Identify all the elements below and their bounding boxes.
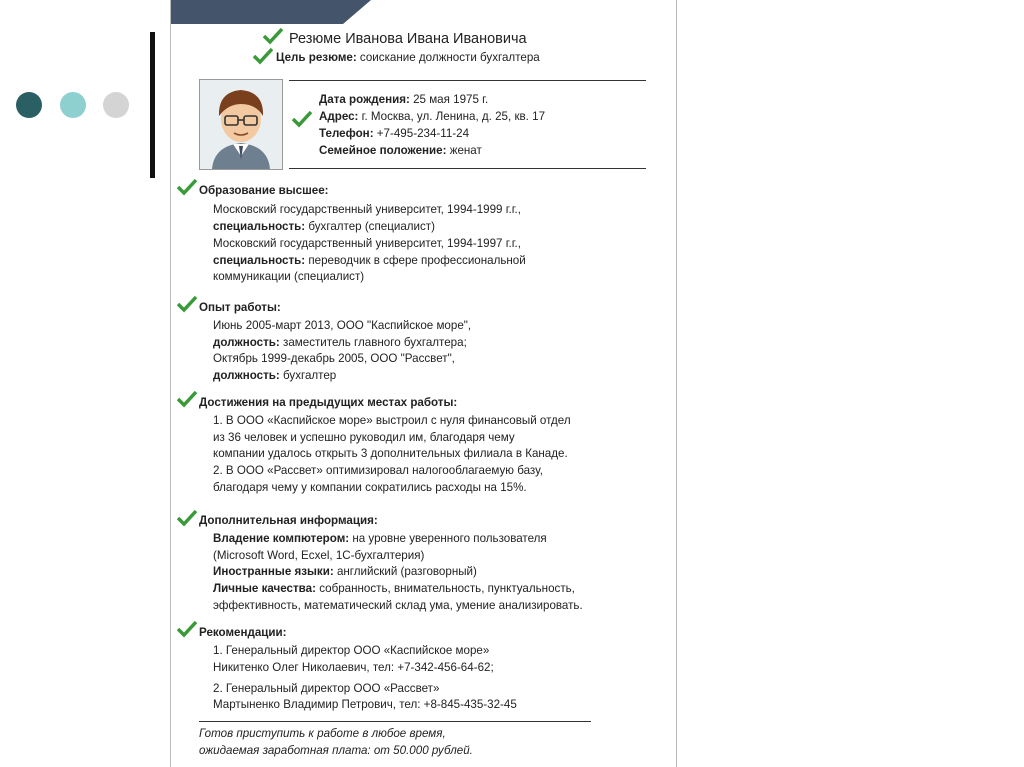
experience-line: Июнь 2005-март 2013, ООО "Каспийское море", [213, 319, 472, 332]
avatar-cartoon-icon [200, 80, 282, 169]
resume-goal [276, 51, 540, 65]
section-heading-recommendations: Рекомендации: [199, 626, 287, 639]
education-line: коммуникации (специалист) [213, 270, 365, 283]
checkmark-icon [253, 47, 273, 65]
personal-birth [319, 93, 488, 107]
divider-top [289, 80, 646, 81]
footer-line: Готов приступить к работе в любое время, [199, 727, 446, 740]
checkmark-icon [177, 178, 197, 196]
section-heading-experience: Опыт работы: [199, 301, 281, 314]
personal-marital [319, 144, 482, 158]
checkmark-icon [177, 620, 197, 638]
slide-vertical-bar [150, 32, 155, 178]
value: 25 мая 1975 г. [409, 93, 489, 106]
goal-value: соискание должности бухгалтера [356, 51, 540, 64]
section-heading-education: Образование высшее: [199, 184, 329, 197]
label: специальность: [213, 254, 306, 267]
header-band [171, 0, 371, 24]
value: бухгалтер (специалист) [305, 220, 435, 233]
recommendation-line: 1. Генеральный директор ООО «Каспийское море» [213, 644, 490, 657]
education-line: Московский государственный университет, 1994-1999 г.г., [213, 203, 522, 216]
personal-phone [319, 127, 469, 141]
divider-personal [289, 168, 646, 169]
divider-footer [199, 721, 591, 722]
value: +7-495-234-11-24 [373, 127, 470, 140]
value: на уровне уверенного пользователя [349, 532, 547, 545]
experience-line [213, 369, 336, 383]
label: Владение компютером: [213, 532, 350, 545]
achievement-line: 1. В ООО «Каспийское море» выстроил с нуля финансовый отдел [213, 414, 571, 427]
label: должность: [213, 336, 280, 349]
checkmark-icon [177, 509, 197, 527]
experience-line: Октябрь 1999-декабрь 2005, ООО "Рассвет", [213, 352, 455, 365]
additional-line: (Microsoft Word, Ecxel, 1С-бухгалтерия) [213, 549, 425, 562]
resume-title: Резюме Иванова Ивана Ивановича [289, 31, 527, 47]
education-line [213, 254, 526, 268]
checkmark-icon [177, 295, 197, 313]
value: женат [446, 144, 482, 157]
achievement-line: компании удалось открыть 3 дополнительных филиала в Канаде. [213, 447, 568, 460]
recommendation-line: Мартыненко Владимир Петрович, тел: +8-845-435-32-45 [213, 698, 517, 711]
checkmark-icon [177, 390, 197, 408]
label: Семейное положение: [319, 144, 447, 157]
resume-page [170, 0, 677, 767]
recommendation-line: Никитенко Олег Николаевич, тел: +7-342-456-64-62; [213, 661, 494, 674]
experience-line [213, 336, 467, 350]
education-line: Московский государственный университет, 1994-1997 г.г., [213, 237, 522, 250]
value: бухгалтер [279, 369, 337, 382]
label: Дата рождения: [319, 93, 410, 106]
additional-line [213, 582, 575, 596]
additional-line [213, 565, 477, 579]
section-heading-additional: Дополнительная информация: [199, 514, 378, 527]
avatar [199, 79, 283, 170]
dot-gray [103, 92, 129, 118]
label: специальность: [213, 220, 306, 233]
value: переводчик в сфере профессиональной [305, 254, 526, 267]
checkmark-icon [263, 27, 283, 45]
goal-label: Цель резюме: [276, 51, 357, 64]
achievement-line: 2. В ООО «Рассвет» оптимизировал налогооблагаемую базу, [213, 464, 543, 477]
label: Иностранные языки: [213, 565, 334, 578]
label: Личные качества: [213, 582, 316, 595]
label: Телефон: [319, 127, 374, 140]
dot-dark [16, 92, 42, 118]
education-line [213, 220, 435, 234]
section-heading-achievements: Достижения на предыдущих местах работы: [199, 396, 458, 409]
footer-line: ожидаемая заработная плата: от 50.000 рублей. [199, 744, 473, 757]
label: Адрес: [319, 110, 359, 123]
additional-line: эффективность, математический склад ума, умение анализировать. [213, 599, 583, 612]
checkmark-icon [292, 110, 312, 128]
value: заместитель главного бухгалтера; [279, 336, 467, 349]
additional-line [213, 532, 547, 546]
dot-teal [60, 92, 86, 118]
value: г. Москва, ул. Ленина, д. 25, кв. 17 [358, 110, 546, 123]
achievement-line: из 36 человек и успешно руководил им, благодаря чему [213, 431, 515, 444]
value: собранность, внимательность, пунктуальность, [315, 582, 575, 595]
label: должность: [213, 369, 280, 382]
value: английский (разговорный) [333, 565, 477, 578]
personal-address [319, 110, 545, 124]
recommendation-line: 2. Генеральный директор ООО «Рассвет» [213, 682, 440, 695]
achievement-line: благодаря чему у компании сократились расходы на 15%. [213, 481, 527, 494]
